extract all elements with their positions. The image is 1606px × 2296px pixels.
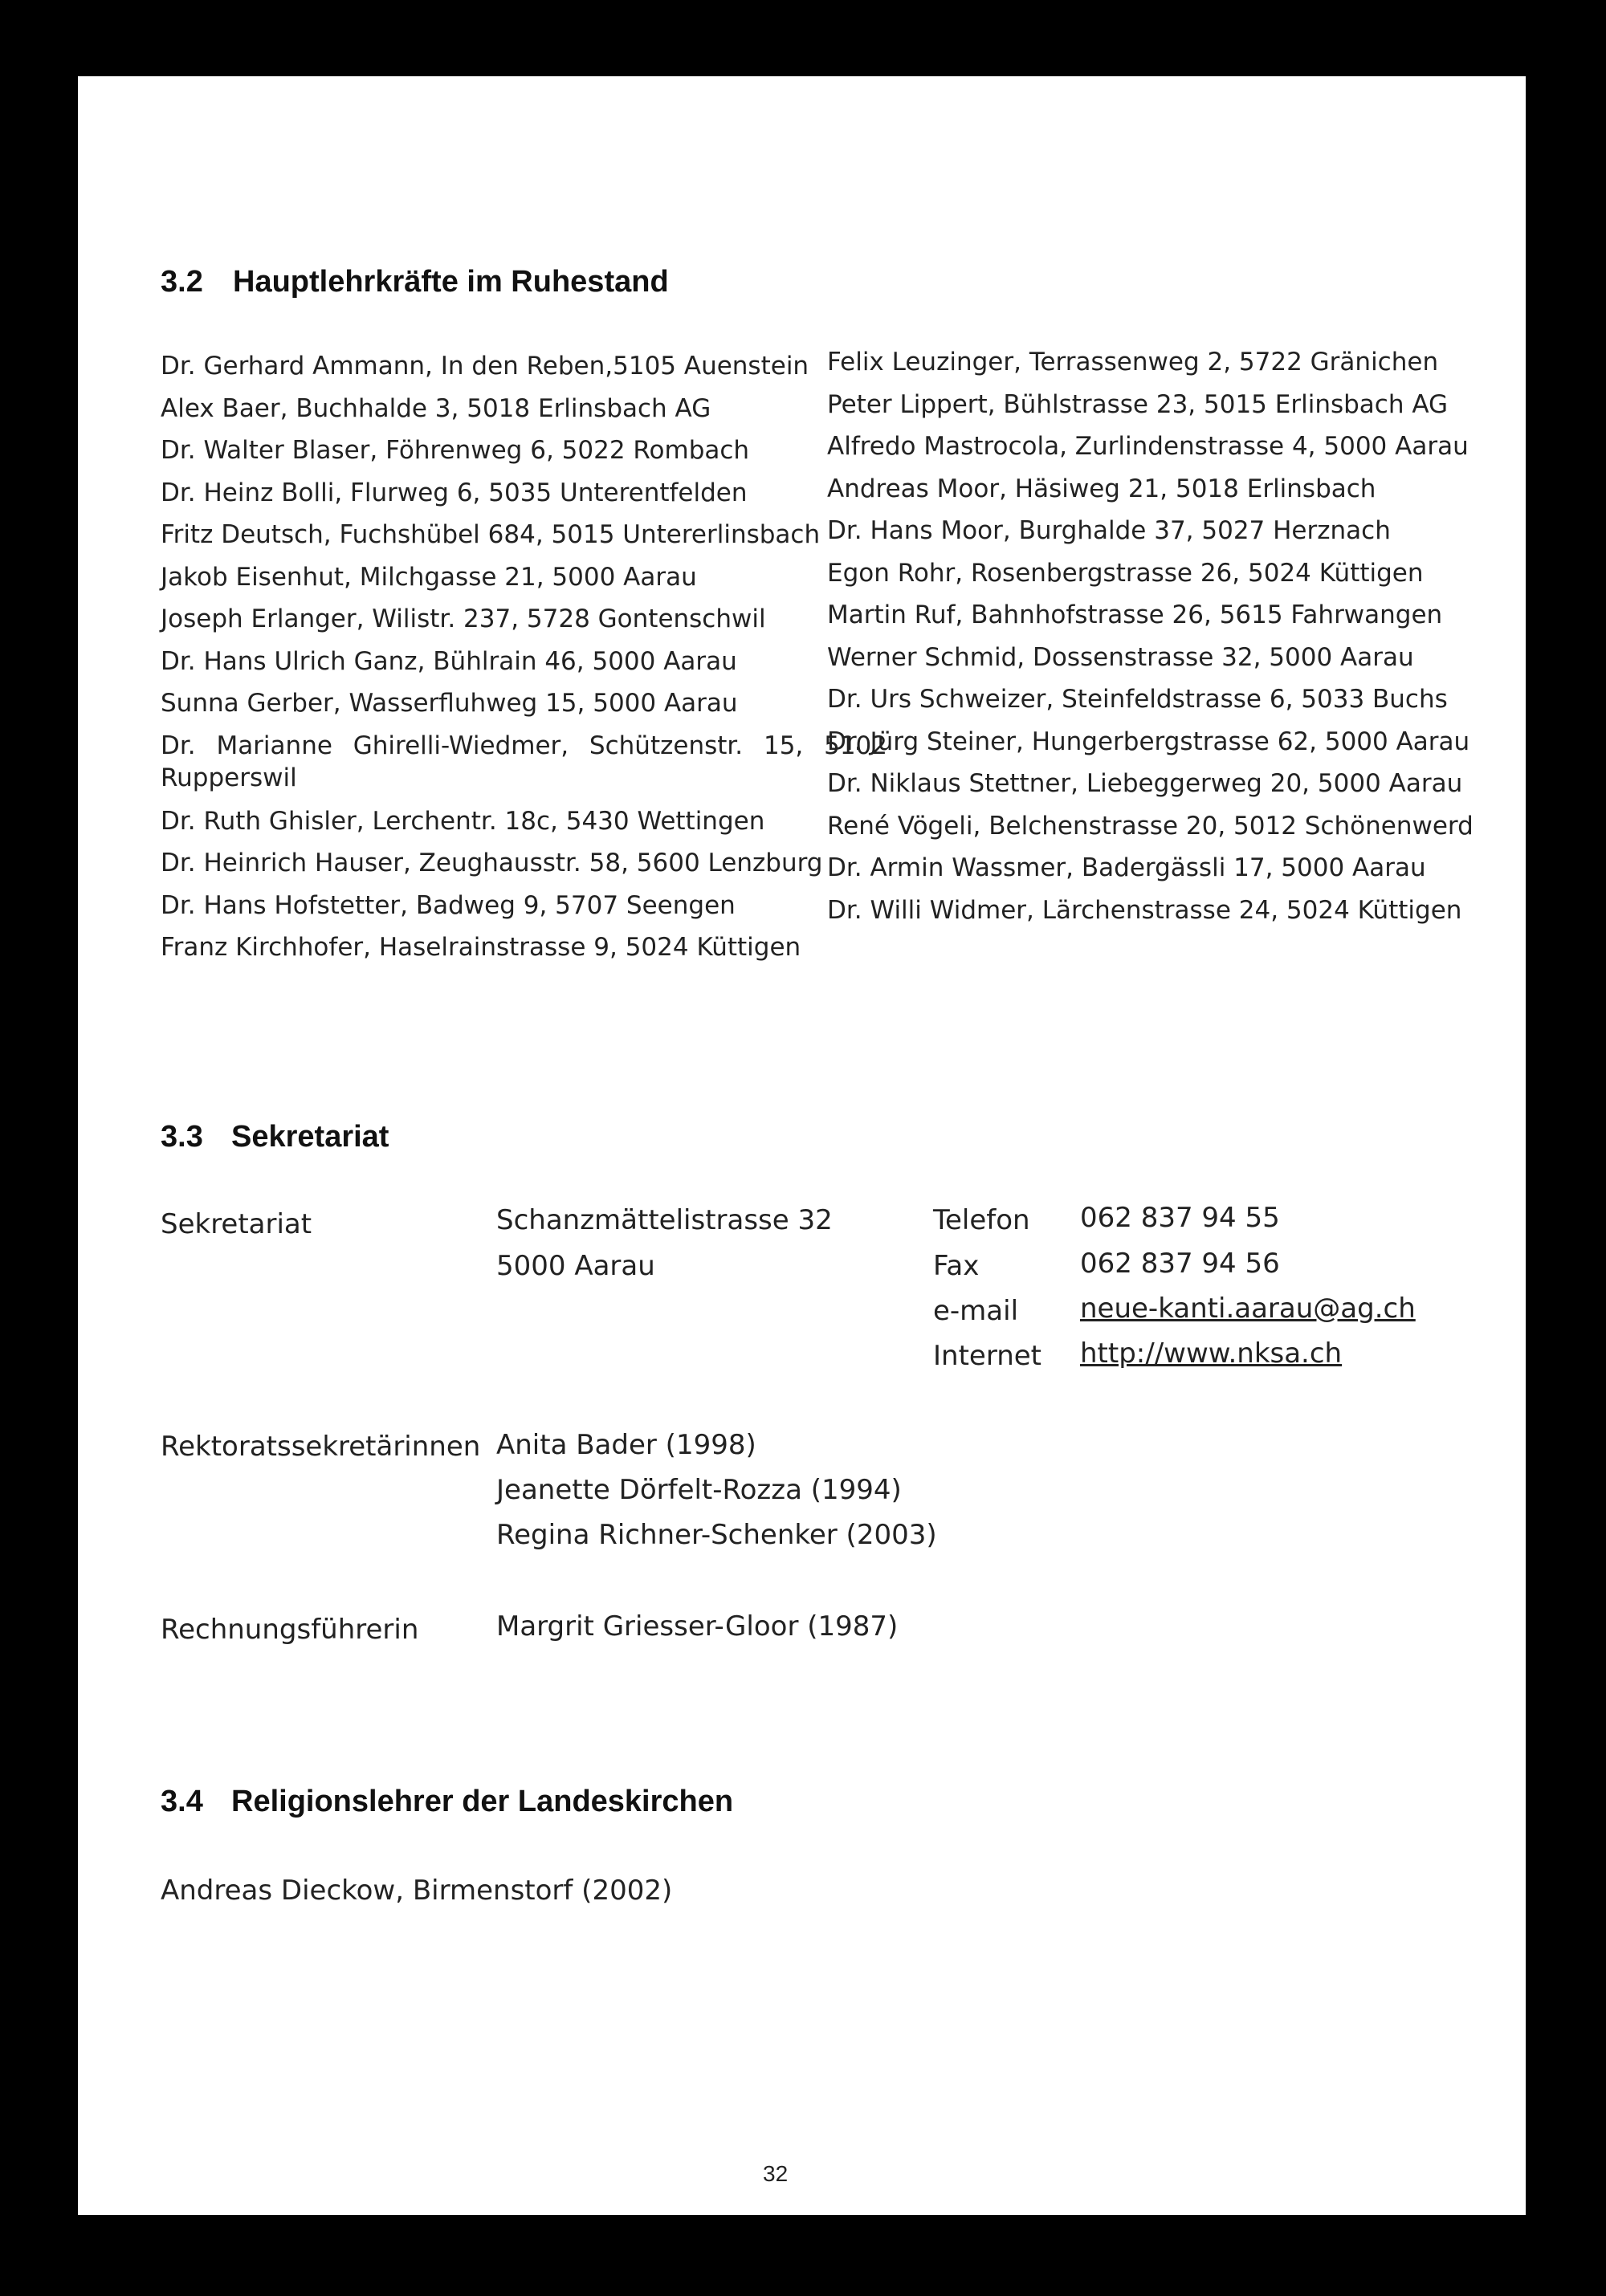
retired-teacher-entry: Dr. Heinrich Hauser, Zeughausstr. 58, 5600 Lenzburg bbox=[161, 849, 823, 877]
retired-teacher-entry: Dr. Hans Hofstetter, Badweg 9, 5707 Seengen bbox=[161, 890, 736, 920]
retired-teacher-entry: Dr. Willi Widmer, Lärchenstrasse 24, 5024 Küttigen bbox=[827, 895, 1462, 925]
retired-teacher-entry: Egon Rohr, Rosenbergstrasse 26, 5024 Küttigen bbox=[827, 558, 1424, 588]
section-number: 3.2 bbox=[161, 265, 203, 299]
religion-teacher-entry: Andreas Dieckow, Birmenstorf (2002) bbox=[161, 1875, 673, 1907]
retired-teacher-entry: Dr. Niklaus Stettner, Liebeggerweg 20, 5000 Aarau bbox=[827, 769, 1463, 798]
retired-teacher-entry: Dr. Gerhard Ammann, In den Reben,5105 Auenstein bbox=[161, 352, 809, 381]
section-3-4-heading bbox=[161, 1785, 733, 1819]
section-3-2-heading bbox=[161, 265, 669, 299]
retired-teacher-entry: Franz Kirchhofer, Haselrainstrasse 9, 5024 Küttigen bbox=[161, 933, 801, 962]
retired-teacher-entry: Joseph Erlanger, Wilistr. 237, 5728 Gontenschwil bbox=[161, 605, 766, 633]
retired-teacher-entry: Dr. Heinz Bolli, Flurweg 6, 5035 Unterentfelden bbox=[161, 478, 748, 507]
retired-teacher-entry: Peter Lippert, Bühlstrasse 23, 5015 Erlinsbach AG bbox=[827, 389, 1449, 419]
retired-teachers-left-column bbox=[161, 345, 887, 969]
section-number: 3.3 bbox=[161, 1120, 203, 1154]
retired-teacher-entry: Dr. Hans Ulrich Ganz, Bühlrain 46, 5000 Aarau bbox=[161, 646, 737, 676]
retired-teacher-entry: Dr. Hans Moor, Burghalde 37, 5027 Herznach bbox=[827, 516, 1391, 545]
section-title: Religionslehrer der Landeskirchen bbox=[231, 1785, 734, 1818]
page-number: 32 bbox=[763, 2161, 789, 2186]
rechnung-name: Margrit Griesser-Gloor (1987) bbox=[496, 1610, 899, 1643]
section-number: 3.4 bbox=[161, 1785, 203, 1818]
email-label: e-mail bbox=[933, 1295, 1019, 1327]
office-street: Schanzmättelistrasse 32 bbox=[496, 1204, 833, 1236]
retired-teacher-entry: Werner Schmid, Dossenstrasse 32, 5000 Aarau bbox=[827, 642, 1414, 672]
retired-teacher-entry: Felix Leuzinger, Terrassenweg 2, 5722 Gränichen bbox=[827, 348, 1439, 377]
retired-teacher-entry: Dr. Urs Schweizer, Steinfeldstrasse 6, 5033 Buchs bbox=[827, 685, 1448, 714]
rechnung-label: Rechnungsführerin bbox=[161, 1614, 419, 1646]
retired-teacher-entry: Dr. Marianne Ghirelli-Wiedmer, Schützenstr. 15, 5102 Rupperswil bbox=[161, 731, 887, 792]
retired-teacher-entry: Fritz Deutsch, Fuchshübel 684, 5015 Untererlinsbach bbox=[161, 520, 821, 549]
retired-teacher-entry: Alex Baer, Buchhalde 3, 5018 Erlinsbach AG bbox=[161, 393, 711, 423]
retired-teacher-entry: Jakob Eisenhut, Milchgasse 21, 5000 Aarau bbox=[161, 562, 697, 592]
retired-teacher-entry: Alfredo Mastrocola, Zurlindenstrasse 4, 5000 Aarau bbox=[827, 432, 1469, 461]
retired-teacher-entry: Martin Ruf, Bahnhofstrasse 26, 5615 Fahrwangen bbox=[827, 600, 1443, 629]
rektorat-name: Regina Richner-Schenker (2003) bbox=[496, 1519, 937, 1551]
fax-label: Fax bbox=[933, 1250, 980, 1282]
retired-teacher-entry: Dr. Jürg Steiner, Hungerbergstrasse 62, 5000 Aarau bbox=[827, 727, 1470, 756]
section-title: Hauptlehrkräfte im Ruhestand bbox=[233, 265, 669, 299]
fax-value: 062 837 94 56 bbox=[1080, 1248, 1280, 1280]
retired-teacher-entry: Dr. Armin Wassmer, Badergässli 17, 5000 Aarau bbox=[827, 853, 1426, 882]
retired-teacher-entry: Dr. Walter Blaser, Föhrenweg 6, 5022 Rombach bbox=[161, 436, 750, 465]
email-link[interactable]: neue-kanti.aarau@ag.ch bbox=[1080, 1293, 1416, 1325]
section-3-3-heading bbox=[161, 1120, 389, 1154]
rektorat-name: Jeanette Dörfelt-Rozza (1994) bbox=[496, 1474, 902, 1506]
office-label: Sekretariat bbox=[161, 1208, 312, 1240]
phone-value: 062 837 94 55 bbox=[1080, 1202, 1280, 1234]
rektorat-label: Rektoratssekretärinnen bbox=[161, 1431, 481, 1463]
phone-label: Telefon bbox=[933, 1204, 1030, 1236]
rektorat-name: Anita Bader (1998) bbox=[496, 1429, 756, 1461]
website-link[interactable]: http://www.nksa.ch bbox=[1080, 1337, 1343, 1370]
retired-teacher-entry: Sunna Gerber, Wasserfluhweg 15, 5000 Aarau bbox=[161, 689, 738, 718]
document-page bbox=[78, 76, 1526, 2215]
section-title: Sekretariat bbox=[231, 1120, 389, 1154]
office-city: 5000 Aarau bbox=[496, 1250, 655, 1282]
retired-teachers-right-column bbox=[827, 341, 1526, 931]
internet-label: Internet bbox=[933, 1340, 1042, 1372]
retired-teacher-entry: Andreas Moor, Häsiweg 21, 5018 Erlinsbach bbox=[827, 474, 1376, 503]
retired-teacher-entry: René Vögeli, Belchenstrasse 20, 5012 Schönenwerd bbox=[827, 811, 1474, 841]
retired-teacher-entry: Dr. Ruth Ghisler, Lerchentr. 18c, 5430 Wettingen bbox=[161, 806, 765, 836]
